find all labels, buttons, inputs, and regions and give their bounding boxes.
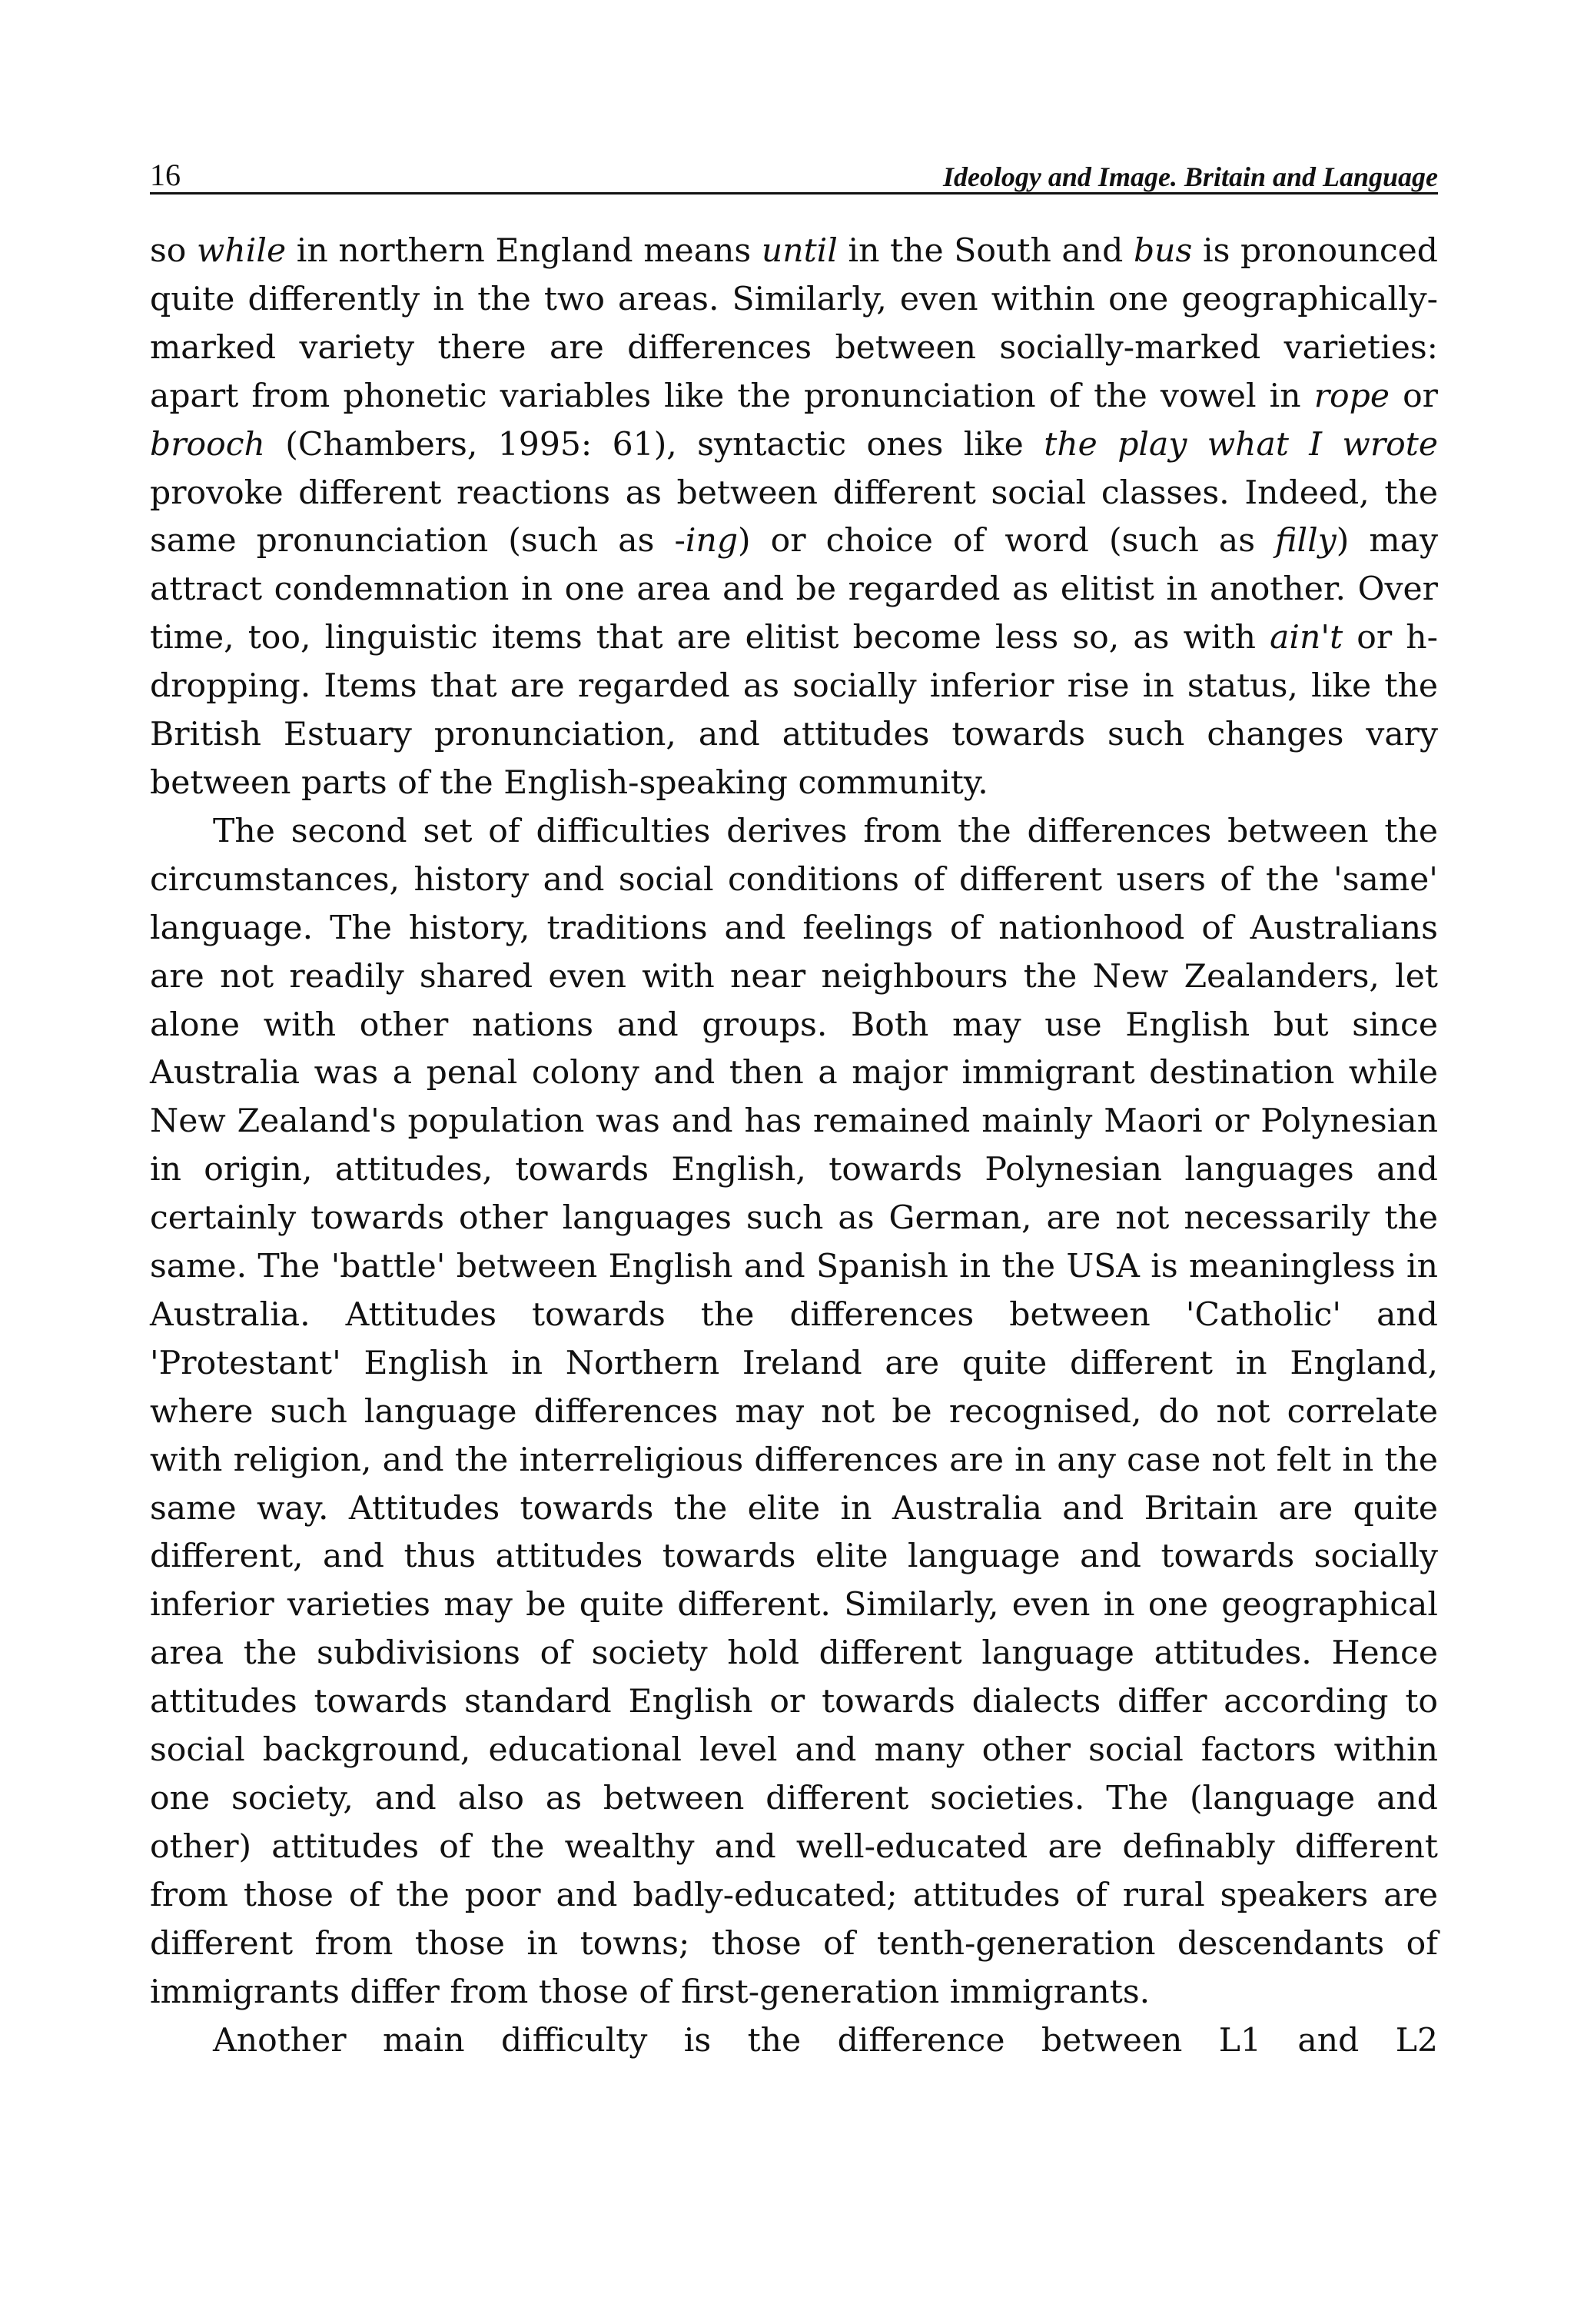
italic-term: the play what I wrote <box>1044 425 1438 464</box>
paragraph <box>150 2017 1438 2066</box>
text-run: in northern England means <box>286 232 762 270</box>
italic-term: until <box>761 232 838 270</box>
text-run: The second set of difficulties derives from the differences between the circumstances, history and social conditions of different users of the 'same' language. The history, traditions and feelings of nationhood of Australians are not readily shared even with near neighbours the New Zealanders, let alone with other nations and groups. Both may use English but since Australia was a penal colony and then a major immigrant destination while New Zealand's population was and has remained mainly Maori or Polynesian in origin, attitudes, towards English, towards Polynesian languages and certainly towards other languages such as German, are not necessarily the same. The 'battle' between English and Spanish in the USA is meaningless in Australia. Attitudes towards the differences between 'Catholic' and 'Protestant' English in Northern Ireland are quite different in England, where such language differences may not be recognised, do not correlate with religion, and the interreligious differences are in any case not felt in the same way. Attitudes towards the elite in Australia and Britain are quite different, and thus attitudes towards elite language and towards socially inferior varieties may be quite different. Similarly, even in one geographical area the subdivisions of society hold different language attitudes. Hence attitudes towards standard English or towards dialects differ according to social background, educational level and many other social factors within one society, and also as between different societies. The (language and other) attitudes of the wealthy and well-educated are definably different from those of the poor and badly-educated; attitudes of rural speakers are different from those in towns; those of tenth-generation descendants of immigrants differ from those of first-generation immigrants. <box>150 812 1438 2011</box>
italic-term: brooch <box>150 425 265 464</box>
running-title: Ideology and Image. Britain and Language <box>942 161 1438 192</box>
text-run: or h-dropping. Items that are regarded as socially inferior rise in status, like the British Estuary pronunciation, and attitudes towards such changes vary between parts of the English-speaking community. <box>150 619 1438 802</box>
text-run: or <box>1389 377 1438 415</box>
text-run: (Chambers, 1995: 61), syntactic ones like <box>264 425 1044 464</box>
text-run: so <box>150 232 198 270</box>
italic-term: ain't <box>1270 619 1343 657</box>
paragraph <box>150 228 1438 808</box>
running-head <box>150 152 1438 194</box>
body-text <box>150 228 1438 2065</box>
italic-term: ing <box>685 522 739 560</box>
text-run: Another main difficulty is the difference between L1 and L2 <box>213 2021 1438 2060</box>
text-run: ) may attract condemnation in one area and be regarded as elitist in another. Over time, too, linguistic items that are elitist become less so, as with <box>150 522 1438 657</box>
paragraph <box>150 808 1438 2017</box>
page-number: 16 <box>150 158 181 192</box>
text-run: ) or choice of word (such as <box>738 522 1276 560</box>
text-run: provoke different reactions as between different social classes. Indeed, the same pronunciation (such as - <box>150 474 1438 560</box>
italic-term: rope <box>1313 377 1390 415</box>
italic-term: bus <box>1133 232 1193 270</box>
text-run: in the South and <box>837 232 1134 270</box>
text-run: is pronounced quite differently in the two areas. Similarly, even within one geographically-marked variety there are differences between socially-marked varieties: apart from phonetic variables like the pronunciation of the vowel in <box>150 232 1438 415</box>
italic-term: while <box>197 232 287 270</box>
italic-term: filly <box>1275 522 1337 560</box>
